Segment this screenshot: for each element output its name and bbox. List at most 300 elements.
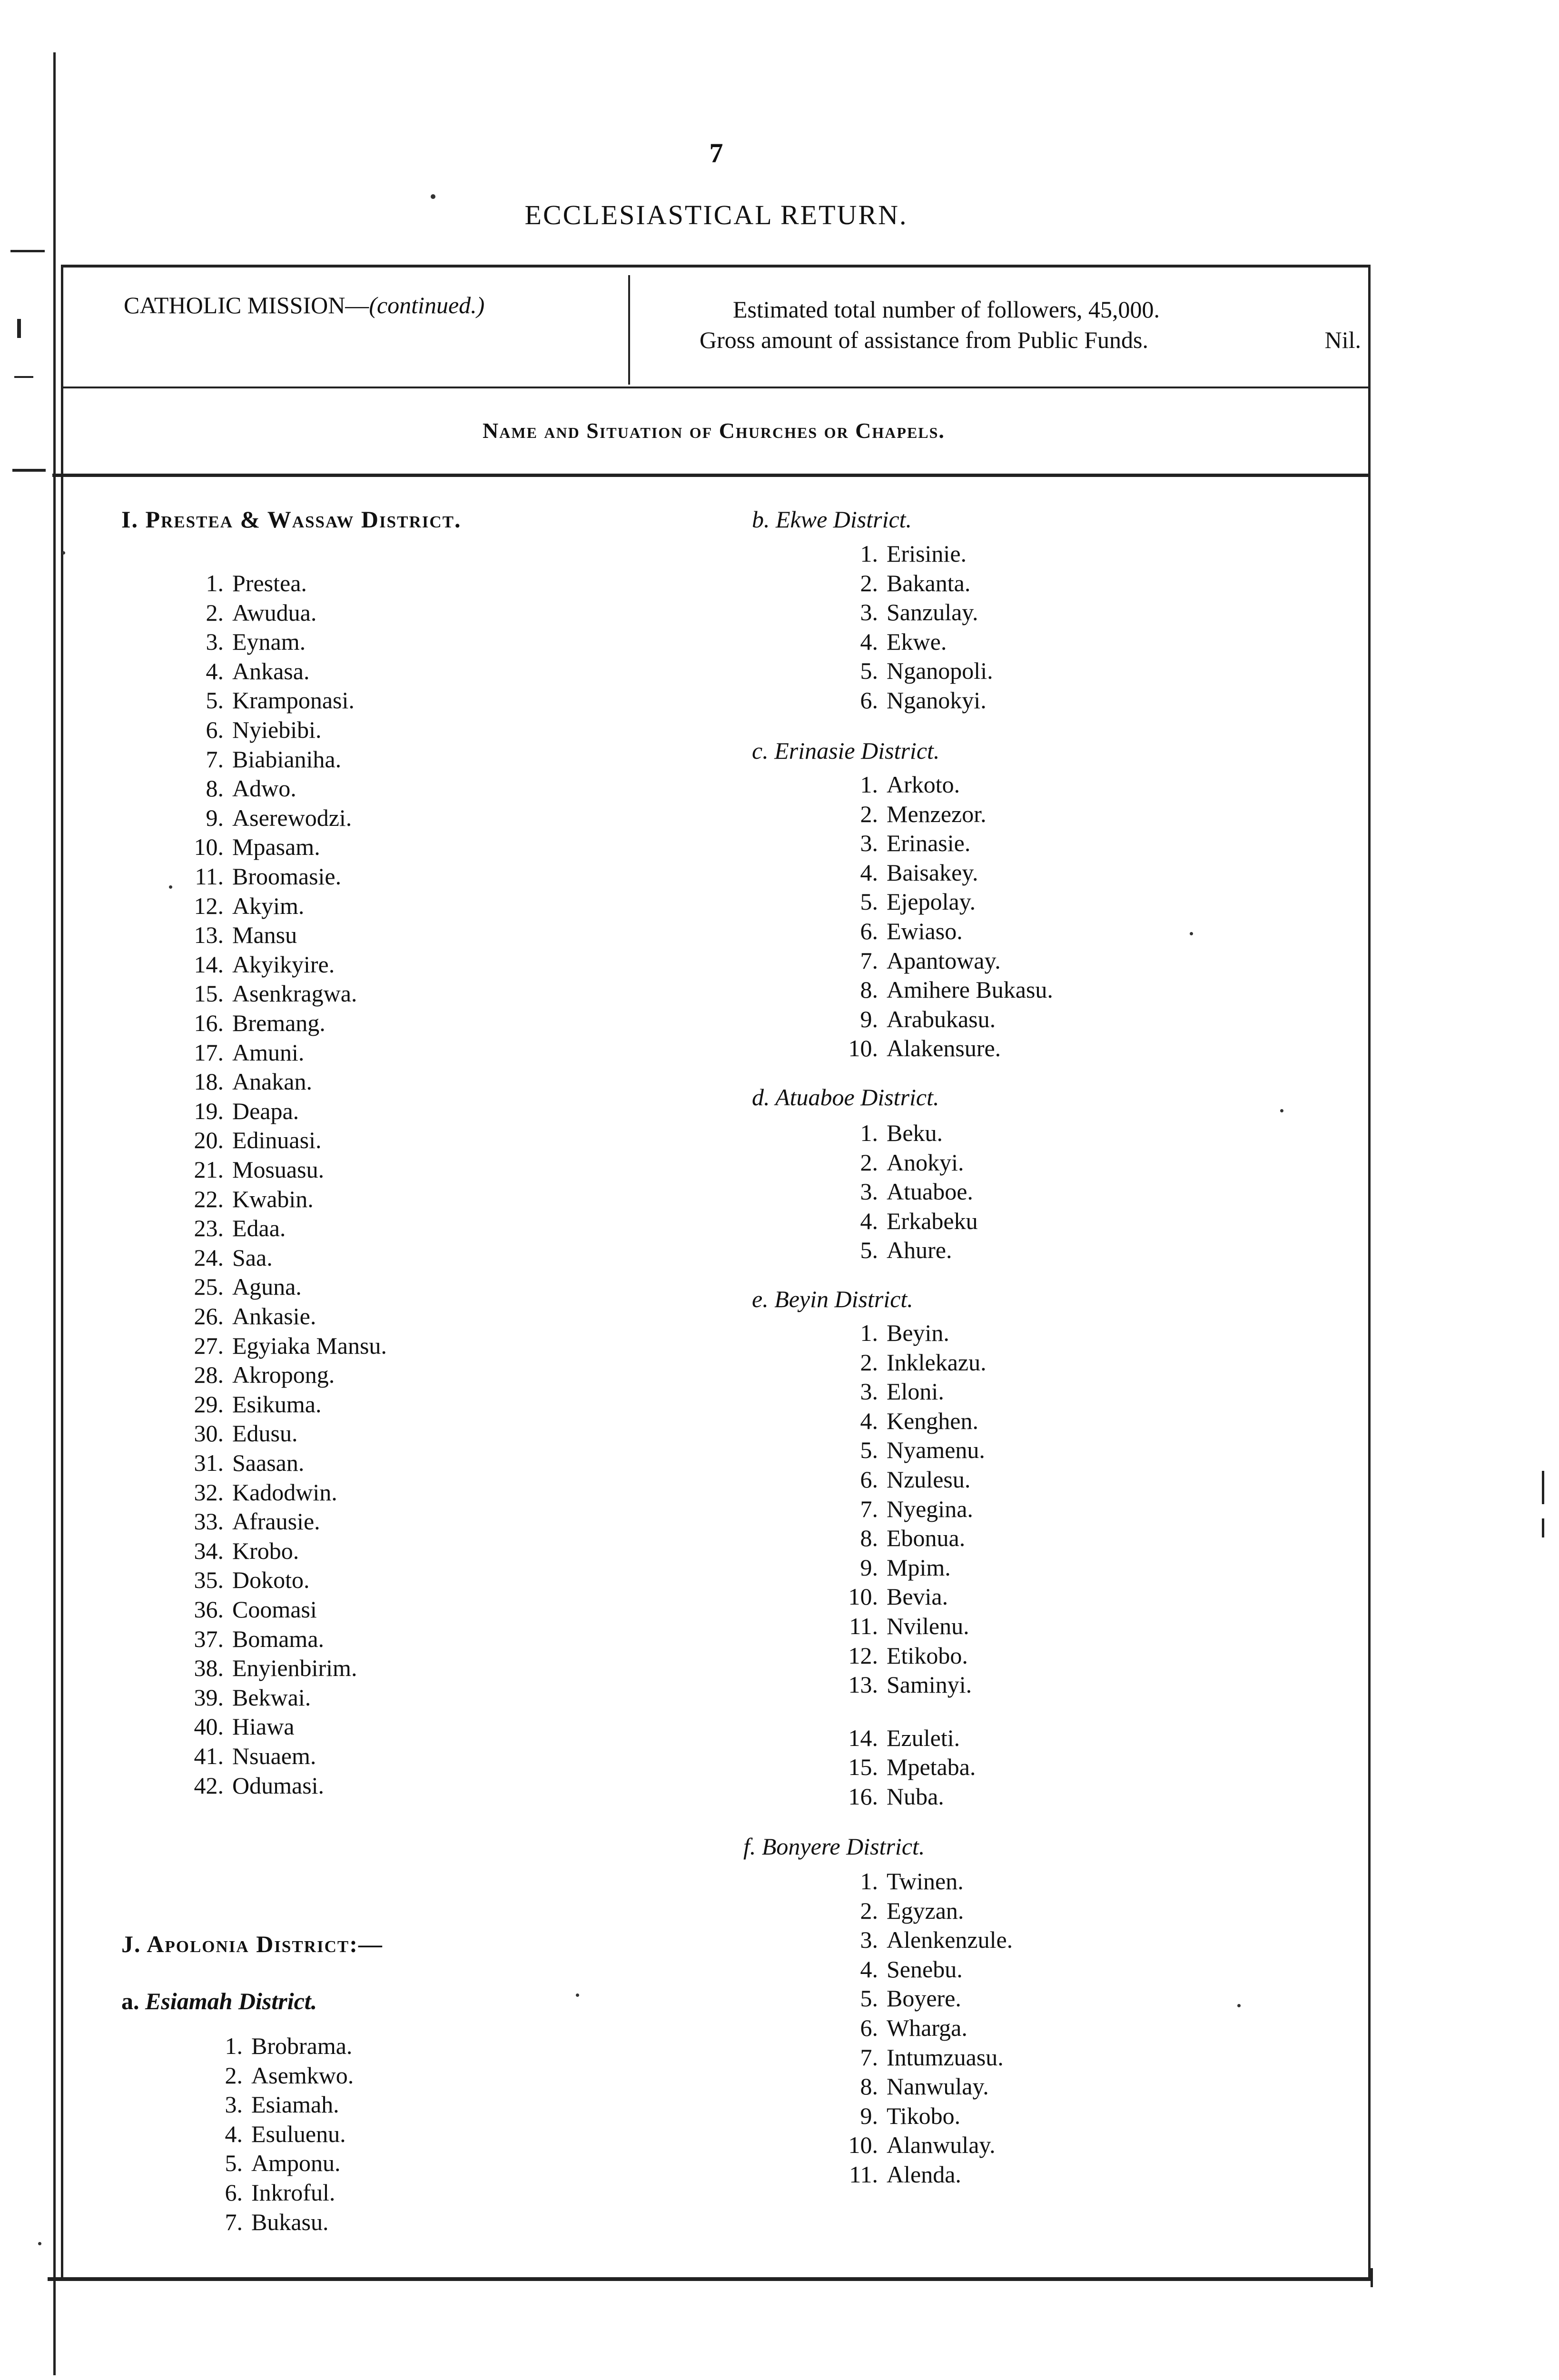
list-item: [171, 1478, 337, 1507]
item-number: 2.: [860, 800, 878, 827]
church-name: Bevia.: [887, 1583, 948, 1610]
binding-edge-line: [53, 52, 56, 2375]
item-number: 4.: [206, 657, 224, 684]
item-number: 9.: [860, 2102, 878, 2129]
item-number: 27.: [194, 1332, 224, 1359]
esiamah-district-name: Esiamah District.: [145, 1988, 317, 2014]
item-number: 12.: [194, 892, 224, 919]
ekwe-district-title: b. Ekwe District.: [752, 506, 912, 533]
list-item: [190, 2149, 341, 2177]
ink-speck: [1280, 1109, 1283, 1112]
item-number: 4.: [860, 1955, 878, 1983]
item-number: 1.: [860, 1868, 878, 1894]
mission-continued: (continued.): [369, 292, 485, 318]
list-item: [171, 1155, 324, 1184]
list-item: [826, 1407, 978, 1435]
list-item: [190, 2032, 352, 2060]
list-item: [826, 1867, 964, 1895]
list-item: [171, 1243, 273, 1272]
church-name: Brobrama.: [251, 2033, 353, 2059]
church-name: Erkabeku: [887, 1207, 978, 1234]
item-number: 3.: [206, 628, 224, 655]
item-number: 2.: [860, 1349, 878, 1376]
bonyere-district-title: f. Bonyere District.: [743, 1833, 925, 1860]
church-name: Asemkwo.: [251, 2062, 354, 2089]
item-number: 8.: [860, 1525, 878, 1552]
list-item: [826, 1236, 952, 1264]
list-item: [171, 715, 321, 744]
item-number: 5.: [860, 657, 878, 684]
item-number: 15.: [848, 1754, 878, 1781]
list-item: [826, 1724, 960, 1752]
church-name: Alanwulay.: [887, 2132, 996, 2159]
item-number: 7.: [225, 2208, 243, 2235]
church-name: Nsuaem.: [232, 1743, 316, 1769]
item-number: 7.: [860, 2043, 878, 2071]
list-item: [826, 946, 1001, 975]
erinasie-district-title: c. Erinasie District.: [752, 737, 940, 764]
item-number: 19.: [194, 1097, 224, 1124]
list-item: [826, 1612, 969, 1640]
item-number: 4.: [860, 1207, 878, 1234]
church-name: Ahure.: [887, 1237, 952, 1264]
list-item: [826, 1005, 996, 1033]
church-name: Akyikyire.: [232, 951, 335, 978]
item-number: 2.: [860, 569, 878, 596]
item-number: 3.: [860, 599, 878, 626]
item-number: 5.: [860, 1237, 878, 1264]
item-number: 1.: [860, 540, 878, 567]
church-name: Wharga.: [887, 2014, 967, 2041]
list-item: [171, 1625, 324, 1653]
church-name: Nganokyi.: [887, 687, 987, 714]
list-item: [171, 833, 320, 861]
church-name: Dokoto.: [232, 1567, 310, 1594]
table-frame-bottom-rule: [48, 2277, 1372, 2281]
list-item: [826, 1896, 964, 1925]
item-number: 41.: [194, 1743, 224, 1769]
heading-rule: [52, 474, 1371, 477]
church-name: Kenghen.: [887, 1407, 978, 1434]
church-name: Senebu.: [887, 1955, 963, 1983]
ink-dot: [431, 194, 435, 199]
list-item: [826, 1582, 948, 1611]
list-item: [171, 921, 297, 949]
list-item: [826, 2072, 989, 2101]
list-item: [171, 1272, 302, 1301]
church-name: Tikobo.: [887, 2102, 961, 2129]
church-name: Eynam.: [232, 628, 306, 655]
church-name: Egyiaka Mansu.: [232, 1332, 387, 1359]
item-number: 1.: [860, 771, 878, 798]
table-heading: Name and Situation of Churches or Chapels.: [483, 418, 945, 443]
church-name: Asenkragwa.: [232, 980, 357, 1007]
church-name: Nuba.: [887, 1783, 944, 1810]
list-item: [826, 770, 960, 799]
church-name: Bakanta.: [887, 569, 971, 596]
list-item: [826, 887, 976, 916]
list-item: [826, 686, 987, 714]
item-number: 6.: [860, 918, 878, 944]
item-number: 24.: [194, 1244, 224, 1271]
item-number: 11.: [849, 1613, 878, 1639]
item-number: 1.: [225, 2033, 243, 2059]
item-number: 20.: [194, 1127, 224, 1154]
prestea-district-title: I. Prestea & Wassaw District.: [121, 506, 462, 533]
church-name: Alakensure.: [887, 1035, 1001, 1062]
item-number: 6.: [206, 716, 224, 743]
item-number: 10.: [848, 2132, 878, 2159]
church-name: Aserewodzi.: [232, 804, 352, 831]
church-name: Anokyi.: [887, 1149, 964, 1176]
list-item: [171, 950, 335, 979]
church-name: Amponu.: [251, 2150, 341, 2177]
church-name: Hiawa: [232, 1713, 295, 1740]
church-name: Biabianiha.: [232, 745, 342, 773]
church-name: Nvilenu.: [887, 1613, 969, 1639]
church-name: Kramponasi.: [232, 687, 355, 714]
item-number: 8.: [860, 2073, 878, 2100]
list-item: [171, 1742, 316, 1770]
list-item: [190, 2090, 339, 2119]
item-number: 11.: [195, 863, 224, 890]
item-number: 2.: [860, 1897, 878, 1924]
church-name: Saminyi.: [887, 1671, 972, 1698]
church-name: Nganopoli.: [887, 657, 993, 684]
church-name: Sanzulay.: [887, 599, 978, 626]
list-item: [171, 1771, 324, 1800]
church-name: Nanwulay.: [887, 2073, 989, 2100]
item-number: 14.: [848, 1724, 878, 1751]
church-name: Intumzuasu.: [887, 2043, 1004, 2071]
beyin-district-title: e. Beyin District.: [752, 1286, 913, 1312]
church-name: Adwo.: [232, 775, 296, 802]
list-item: [171, 803, 352, 832]
item-number: 3.: [860, 1178, 878, 1205]
list-item: [826, 1348, 987, 1377]
church-name: Ankasa.: [232, 657, 310, 684]
item-number: 22.: [194, 1185, 224, 1212]
item-number: 31.: [194, 1449, 224, 1476]
list-item: [171, 1126, 321, 1154]
item-number: 6.: [225, 2179, 243, 2206]
list-item: [826, 1119, 943, 1147]
item-number: 32.: [194, 1478, 224, 1506]
list-item: [826, 1925, 1013, 1954]
church-name: Ejepolay.: [887, 888, 976, 915]
church-name: Etikobo.: [887, 1642, 968, 1669]
list-item: [171, 774, 296, 803]
item-number: 2.: [860, 1149, 878, 1176]
item-number: 9.: [860, 1005, 878, 1032]
ink-speck: [1190, 932, 1193, 935]
list-item: [171, 598, 316, 627]
list-item: [171, 1009, 326, 1037]
list-item: [171, 627, 306, 656]
esiamah-letter: a.: [121, 1988, 139, 2014]
church-name: Akyim.: [232, 892, 305, 919]
item-number: 5.: [206, 687, 224, 714]
list-item: [826, 2131, 996, 2159]
item-number: 3.: [225, 2091, 243, 2118]
assistance-value: Nil.: [1324, 327, 1361, 353]
church-name: Nyegina.: [887, 1495, 973, 1522]
church-name: Bukasu.: [251, 2208, 329, 2235]
item-number: 5.: [860, 888, 878, 915]
item-number: 1.: [206, 570, 224, 596]
church-name: Baisakey.: [887, 859, 978, 886]
item-number: 12.: [848, 1642, 878, 1669]
running-head: ECCLESIASTICAL RETURN.: [524, 199, 908, 230]
item-number: 34.: [194, 1537, 224, 1564]
list-item: [171, 1537, 299, 1565]
item-number: 2.: [206, 599, 224, 626]
church-name: Nyamenu.: [887, 1437, 985, 1464]
list-item: [826, 1753, 976, 1781]
church-name: Aguna.: [232, 1273, 302, 1300]
item-number: 8.: [860, 976, 878, 1003]
church-name: Esiamah.: [251, 2091, 339, 2118]
item-number: 10.: [848, 1035, 878, 1062]
list-item: [171, 1390, 321, 1418]
item-number: 16.: [848, 1783, 878, 1810]
list-item: [171, 1419, 298, 1448]
item-number: 4.: [225, 2120, 243, 2147]
church-name: Mpim.: [887, 1554, 951, 1581]
church-name: Inkroful.: [251, 2179, 335, 2206]
list-item: [826, 1524, 965, 1552]
church-name: Edaa.: [232, 1215, 286, 1242]
list-item: [826, 975, 1053, 1004]
church-name: Coomasi: [232, 1596, 317, 1623]
list-item: [826, 1670, 972, 1699]
ink-speck: [576, 1993, 579, 1997]
list-item: [171, 1185, 314, 1213]
item-number: 3.: [860, 1926, 878, 1954]
item-number: 37.: [194, 1625, 224, 1652]
church-name: Beku.: [887, 1120, 943, 1146]
followers-line: Estimated total number of followers, 45,000.: [733, 296, 1160, 323]
item-number: 3.: [860, 1378, 878, 1405]
church-name: Bremang.: [232, 1010, 326, 1036]
church-name: Ewiaso.: [887, 918, 963, 944]
item-number: 13.: [194, 922, 224, 949]
list-item: [171, 1595, 317, 1624]
list-item: [826, 858, 978, 887]
atuaboe-district-title: d. Atuaboe District.: [752, 1084, 939, 1111]
church-name: Ankasie.: [232, 1303, 316, 1329]
item-number: 21.: [194, 1156, 224, 1183]
church-name: Esuluenu.: [251, 2120, 346, 2147]
item-number: 4.: [860, 628, 878, 655]
header-divider: [628, 275, 630, 385]
item-number: 9.: [206, 804, 224, 831]
church-name: Mpetaba.: [887, 1754, 976, 1781]
church-name: Alenda.: [887, 2161, 961, 2188]
mission-title: [124, 291, 484, 319]
list-item: [171, 1360, 335, 1389]
church-name: Awudua.: [232, 599, 317, 626]
item-number: 18.: [194, 1068, 224, 1095]
church-name: Deapa.: [232, 1097, 299, 1124]
list-item: [171, 1214, 286, 1242]
item-number: 9.: [860, 1554, 878, 1581]
item-number: 6.: [860, 2014, 878, 2041]
item-number: 6.: [860, 687, 878, 714]
church-name: Afrausie.: [232, 1508, 320, 1535]
item-number: 14.: [194, 951, 224, 978]
church-name: Beyin.: [887, 1319, 949, 1346]
list-item: [826, 1319, 949, 1347]
list-item: [171, 745, 341, 774]
item-number: 5.: [860, 1985, 878, 2012]
list-item: [171, 1097, 299, 1125]
list-item: [171, 892, 304, 920]
item-number: 4.: [860, 1407, 878, 1434]
ink-speck: [169, 885, 172, 889]
church-name: Bomama.: [232, 1625, 325, 1652]
church-name: Saasan.: [232, 1449, 305, 1476]
item-number: 28.: [194, 1361, 224, 1388]
ink-speck: [1237, 2004, 1241, 2007]
assistance-line: [700, 325, 1361, 355]
item-number: 35.: [194, 1567, 224, 1594]
item-number: 5.: [225, 2150, 243, 2177]
church-name: Mansu: [232, 922, 297, 949]
church-name: Saa.: [232, 1244, 273, 1271]
church-name: Edusu.: [232, 1420, 298, 1447]
item-number: 23.: [194, 1215, 224, 1242]
list-item: [190, 2208, 329, 2236]
church-name: Egyzan.: [887, 1897, 964, 1924]
apolonia-district-title: J. Apolonia District:—: [121, 1931, 383, 1957]
list-item: [171, 1507, 320, 1536]
list-item: [171, 862, 341, 891]
church-name: Arabukasu.: [887, 1005, 996, 1032]
church-name: Anakan.: [232, 1068, 312, 1095]
list-item: [171, 979, 357, 1008]
list-item: [826, 1177, 973, 1206]
item-number: 17.: [194, 1039, 224, 1066]
church-name: Apantoway.: [887, 947, 1001, 974]
church-name: Boyere.: [887, 1985, 961, 2012]
church-name: Mosuasu.: [232, 1156, 325, 1183]
church-name: Alenkenzule.: [887, 1926, 1013, 1954]
list-item: [826, 1465, 970, 1494]
list-item: [171, 1654, 357, 1682]
item-number: 13.: [848, 1671, 878, 1698]
list-item: [171, 1067, 312, 1096]
church-name: Nyiebibi.: [232, 716, 322, 743]
list-item: [171, 1712, 295, 1741]
item-number: 40.: [194, 1713, 224, 1740]
list-item: [190, 2061, 354, 2090]
church-name: Enyienbirim.: [232, 1655, 357, 1682]
item-number: 15.: [194, 980, 224, 1007]
church-name: Kadodwin.: [232, 1478, 337, 1506]
church-name: Twinen.: [887, 1868, 964, 1894]
church-name: Eloni.: [887, 1378, 944, 1405]
church-name: Odumasi.: [232, 1772, 325, 1799]
church-name: Broomasie.: [232, 863, 342, 890]
ink-speck: [62, 551, 65, 555]
assistance-label: Gross amount of assistance from Public Funds.: [700, 327, 1148, 353]
list-item: [826, 1641, 968, 1670]
item-number: 8.: [206, 775, 224, 802]
list-item: [826, 1782, 944, 1811]
list-item: [826, 2043, 1004, 2072]
item-number: 10.: [848, 1583, 878, 1610]
list-item: [190, 2178, 335, 2207]
church-name: Atuaboe.: [887, 1178, 973, 1205]
item-number: 38.: [194, 1655, 224, 1682]
header-rule: [62, 387, 1368, 388]
item-number: 11.: [849, 2161, 878, 2188]
list-item: [826, 829, 970, 857]
list-item: [826, 800, 987, 828]
church-name: Ekwe.: [887, 628, 947, 655]
church-name: Arkoto.: [887, 771, 960, 798]
esiamah-district-title: [121, 1987, 317, 2015]
list-item: [826, 1984, 961, 2013]
page-number: 7: [709, 138, 723, 169]
item-number: 6.: [860, 1466, 878, 1493]
item-number: 7.: [860, 947, 878, 974]
list-item: [826, 917, 963, 945]
list-item: [826, 627, 947, 656]
list-item: [171, 1331, 387, 1360]
list-item: [171, 686, 355, 714]
list-item: [826, 1034, 1001, 1062]
list-item: [826, 1148, 964, 1177]
list-item: [190, 2120, 346, 2148]
item-number: 26.: [194, 1303, 224, 1329]
ink-speck: [38, 2242, 41, 2245]
list-item: [826, 539, 967, 568]
list-item: [171, 1448, 304, 1477]
church-name: Nzulesu.: [887, 1466, 971, 1493]
item-number: 36.: [194, 1596, 224, 1623]
church-name: Akropong.: [232, 1361, 335, 1388]
mission-statistics: [700, 294, 1361, 355]
list-item: [826, 1553, 951, 1582]
church-name: Edinuasi.: [232, 1127, 322, 1154]
church-name: Mpasam.: [232, 833, 320, 861]
list-item: [826, 1495, 973, 1523]
item-number: 5.: [860, 1437, 878, 1464]
item-number: 1.: [860, 1120, 878, 1146]
item-number: 4.: [860, 859, 878, 886]
item-number: 29.: [194, 1390, 224, 1418]
church-name: Erisinie.: [887, 540, 967, 567]
list-item: [826, 656, 993, 685]
list-item: [171, 1566, 310, 1594]
church-name: Krobo.: [232, 1537, 299, 1564]
list-item: [826, 1955, 963, 1983]
church-name: Bekwai.: [232, 1684, 311, 1711]
list-item: [171, 1038, 304, 1067]
list-item: [826, 569, 970, 597]
item-number: 42.: [194, 1772, 224, 1799]
list-item: [171, 1683, 311, 1712]
church-name: Menzezor.: [887, 800, 987, 827]
item-number: 7.: [206, 745, 224, 773]
list-item: [171, 569, 307, 597]
item-number: 7.: [860, 1495, 878, 1522]
list-item: [826, 2013, 967, 2042]
item-number: 1.: [860, 1319, 878, 1346]
list-item: [826, 598, 978, 626]
